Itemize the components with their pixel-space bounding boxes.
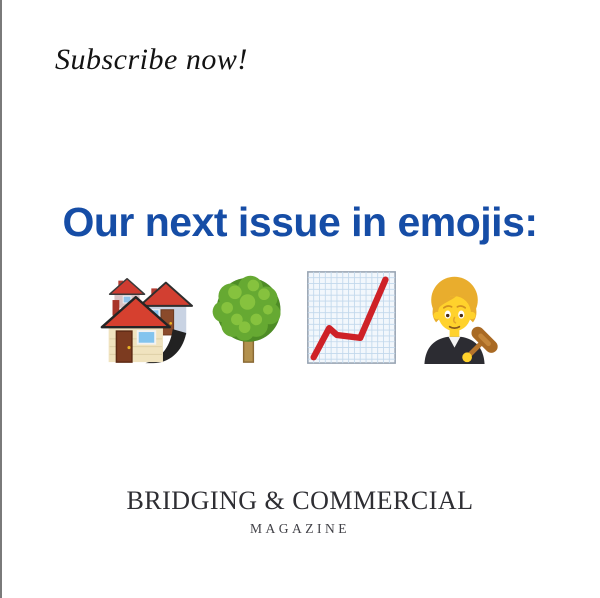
brand-logo	[0, 486, 600, 537]
houses-emoji-icon	[97, 267, 194, 368]
tree-emoji-icon	[200, 267, 297, 368]
brand-name: BRIDGING & COMMERCIAL	[126, 486, 474, 515]
headline: Our next issue in emojis:	[62, 199, 538, 245]
emoji-row	[0, 267, 600, 368]
brand-subtitle: MAGAZINE	[250, 520, 350, 536]
judge-emoji-icon	[406, 267, 503, 368]
subscribe-cta[interactable]: Subscribe now!	[55, 43, 248, 76]
chart-increasing-emoji-icon	[303, 267, 400, 368]
